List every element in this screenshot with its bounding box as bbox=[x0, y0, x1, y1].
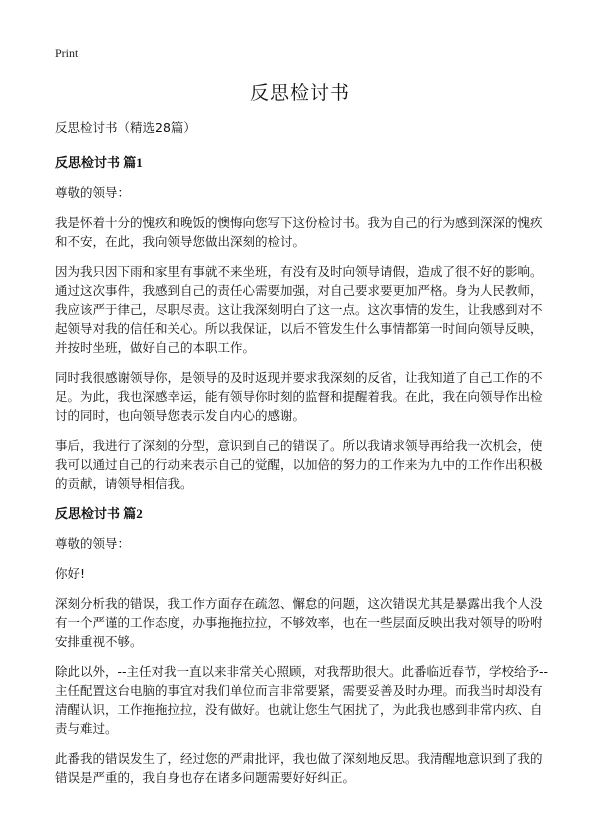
paragraph: 尊敬的领导： bbox=[55, 185, 131, 200]
paragraph: 尊敬的领导： bbox=[55, 536, 131, 551]
section-1 bbox=[55, 153, 549, 493]
document-body bbox=[55, 118, 549, 798]
document-subtitle: 反思检讨书（精选28篇） bbox=[55, 120, 196, 135]
paragraph: 深刻分析我的错误，我工作方面存在疏忽、懈怠的问题，这次错误尤其是暴露出我个人没有一个严谨的工作态度，办事拖拖拉拉，不够效率，也在一些层面反映出我对领导的吩咐安排重视不够。 bbox=[55, 596, 543, 649]
print-link[interactable]: Print bbox=[55, 46, 79, 60]
paragraph: 我是怀着十分的愧疚和晚饭的懊悔向您写下这份检讨书。我为自己的行为感到深深的愧疚和不安，在此，我向领导您做出深刻的检讨。 bbox=[55, 215, 543, 249]
section-2 bbox=[55, 504, 549, 787]
paragraph: 除此以外，--主任对我一直以来非常关心照顾，对我帮助很大。此番临近春节，学校给予--主任配置这台电脑的事宜对我们单位而言非常要紧，需要妥善及时办理。而我当时却没有清醒认识，工作拖拖拉拉，没有做好。也就让您生气困扰了，为此我也感到非常内疚、自责与难过。 bbox=[55, 664, 549, 736]
paragraph: 此番我的错误发生了，经过您的严肃批评，我也做了深刻地反思。我清醒地意识到了我的错误是严重的，我自身也存在诸多问题需要好好纠正。 bbox=[55, 751, 543, 785]
paragraph: 你好! bbox=[55, 566, 86, 581]
section-heading: 反思检讨书 篇1 bbox=[55, 155, 143, 170]
section-heading: 反思检讨书 篇2 bbox=[55, 506, 143, 521]
paragraph: 事后，我进行了深刻的分型，意识到自己的错误了。所以我请求领导再给我一次机会，使我可以通过自己的行动来表示自己的觉醒，以加倍的努力的工作来为九中的工作作出积极的贡献，请领导相信我。 bbox=[55, 438, 543, 491]
paragraph: 因为我只因下雨和家里有事就不来坐班，有没有及时向领导请假，造成了很不好的影响。通过这次事件，我感到自己的责任心需要加强，对自己要求要更加严格。身为人民教师，我应该严于律己，尽职尽责。这让我深刻明白了这一点。这次事情的发生，让我感到对不起领导对我的信任和关心。所以我保证，以后不管发生什么事情都第一时间向领导反映，并按时坐班，做好自己的本职工作。 bbox=[55, 264, 543, 355]
page-title: 反思检讨书 bbox=[249, 82, 350, 104]
paragraph: 同时我很感谢领导你，是领导的及时返现并要求我深刻的反省，让我知道了自己工作的不足。为此，我也深感幸运，能有领导你时刻的监督和提醒着我。在此，我在向领导作出检讨的同时，也向领导您表示发自内心的感谢。 bbox=[55, 370, 543, 423]
